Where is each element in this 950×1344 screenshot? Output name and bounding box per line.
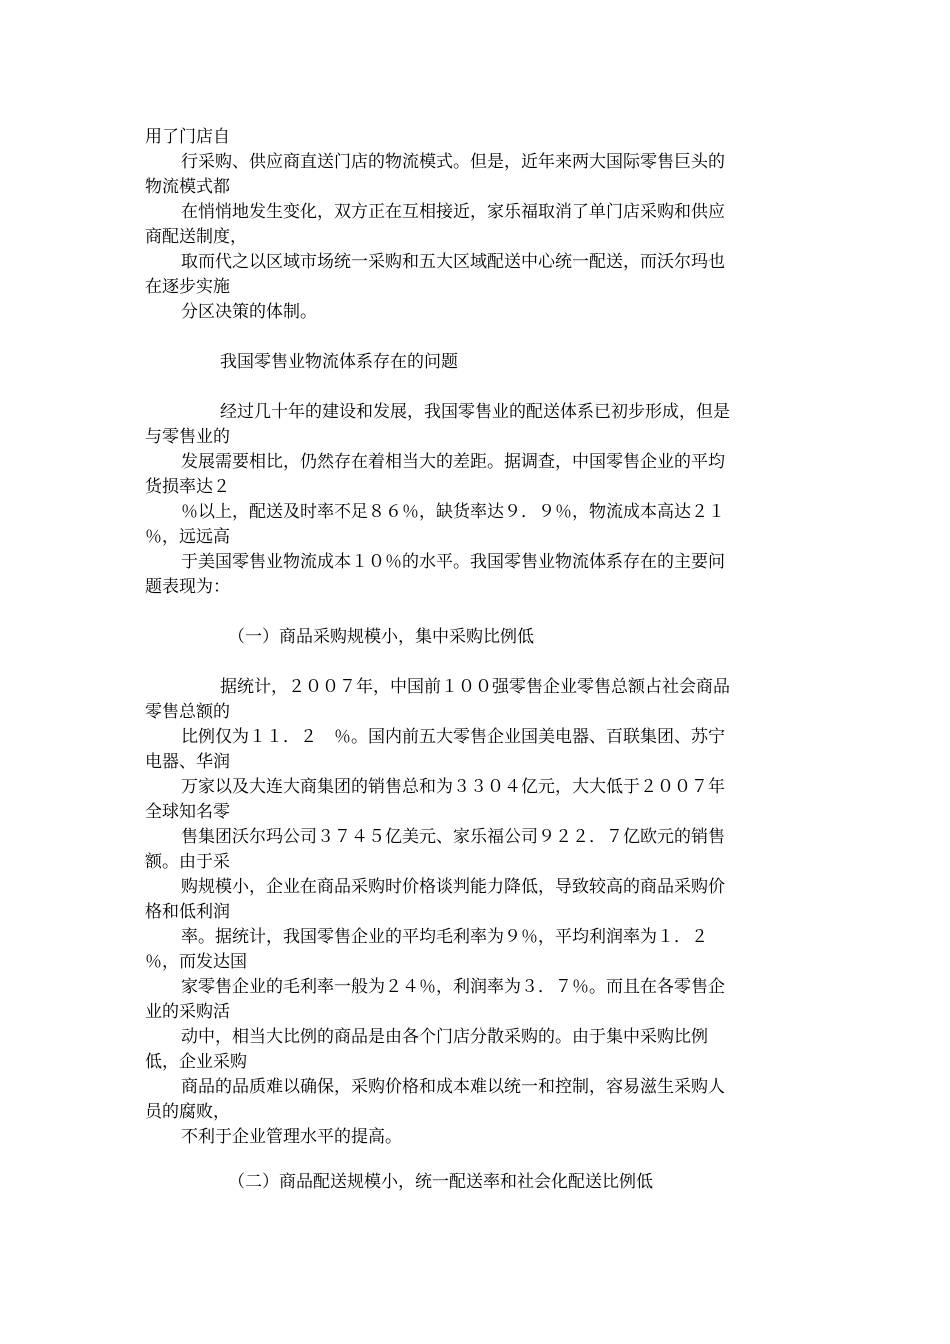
text-line: 于美国零售业物流成本１０％的水平。我国零售业物流体系存在的主要问 <box>181 552 725 572</box>
text-line: 物流模式都 <box>145 177 230 197</box>
text-line: 货损率达２ <box>145 477 230 497</box>
text-line: 格和低利润 <box>145 902 230 922</box>
subsection-title: （一）商品采购规模小，集中采购比例低 <box>228 627 534 647</box>
text-line: 不利于企业管理水平的提高。 <box>181 1127 402 1147</box>
subsection-title: （二）商品配送规模小，统一配送率和社会化配送比例低 <box>228 1172 653 1192</box>
text-line: 分区决策的体制。 <box>181 302 317 322</box>
text-line: 全球知名零 <box>145 802 230 822</box>
text-line: 在逐步实施 <box>145 277 230 297</box>
text-line: 率。据统计，我国零售企业的平均毛利率为９％，平均利润率为１．２ <box>181 927 708 947</box>
text-line: 零售总额的 <box>145 702 230 722</box>
text-line: ％以上，配送及时率不足８６％，缺货率达９．９％，物流成本高达２１ <box>181 502 725 522</box>
text-line: 商品的品质难以确保，采购价格和成本难以统一和控制，容易滋生采购人 <box>181 1077 725 1097</box>
text-line: 发展需要相比，仍然存在着相当大的差距。据调查，中国零售企业的平均 <box>181 452 725 472</box>
text-line: 电器、华润 <box>145 752 230 772</box>
text-line: 据统计，２００７年，中国前１００强零售企业零售总额占社会商品 <box>220 677 730 697</box>
text-line: 低，企业采购 <box>145 1052 247 1072</box>
text-line: 售集团沃尔玛公司３７４５亿美元、家乐福公司９２２．７亿欧元的销售 <box>181 827 725 847</box>
text-line: 额。由于采 <box>145 852 230 872</box>
text-line: 商配送制度， <box>145 227 247 247</box>
text-line: 在悄悄地发生变化，双方正在互相接近，家乐福取消了单门店采购和供应 <box>181 202 725 222</box>
text-line: 比例仅为１１．２ ％。国内前五大零售企业国美电器、百联集团、苏宁 <box>181 727 725 747</box>
text-line: 取而代之以区域市场统一采购和五大区域配送中心统一配送，而沃尔玛也 <box>181 252 725 272</box>
text-line: 用了门店自 <box>145 127 230 147</box>
text-line: 行采购、供应商直送门店的物流模式。但是，近年来两大国际零售巨头的 <box>181 152 725 172</box>
section-title: 我国零售业物流体系存在的问题 <box>220 352 458 372</box>
text-line: 家零售企业的毛利率一般为２４％，利润率为３．７％。而且在各零售企 <box>181 977 725 997</box>
text-line: 业的采购活 <box>145 1002 230 1022</box>
text-line: 员的腐败， <box>145 1102 230 1122</box>
text-line: 购规模小，企业在商品采购时价格谈判能力降低，导致较高的商品采购价 <box>181 877 725 897</box>
text-line: 万家以及大连大商集团的销售总和为３３０４亿元，大大低于２００７年 <box>181 777 725 797</box>
text-line: 题表现为： <box>145 577 230 597</box>
text-line: ％，而发达国 <box>145 952 247 972</box>
text-line: 经过几十年的建设和发展，我国零售业的配送体系已初步形成，但是 <box>220 402 730 422</box>
text-line: ％，远远高 <box>145 527 230 547</box>
text-line: 动中，相当大比例的商品是由各个门店分散采购的。由于集中采购比例 <box>181 1027 708 1047</box>
text-line: 与零售业的 <box>145 427 230 447</box>
